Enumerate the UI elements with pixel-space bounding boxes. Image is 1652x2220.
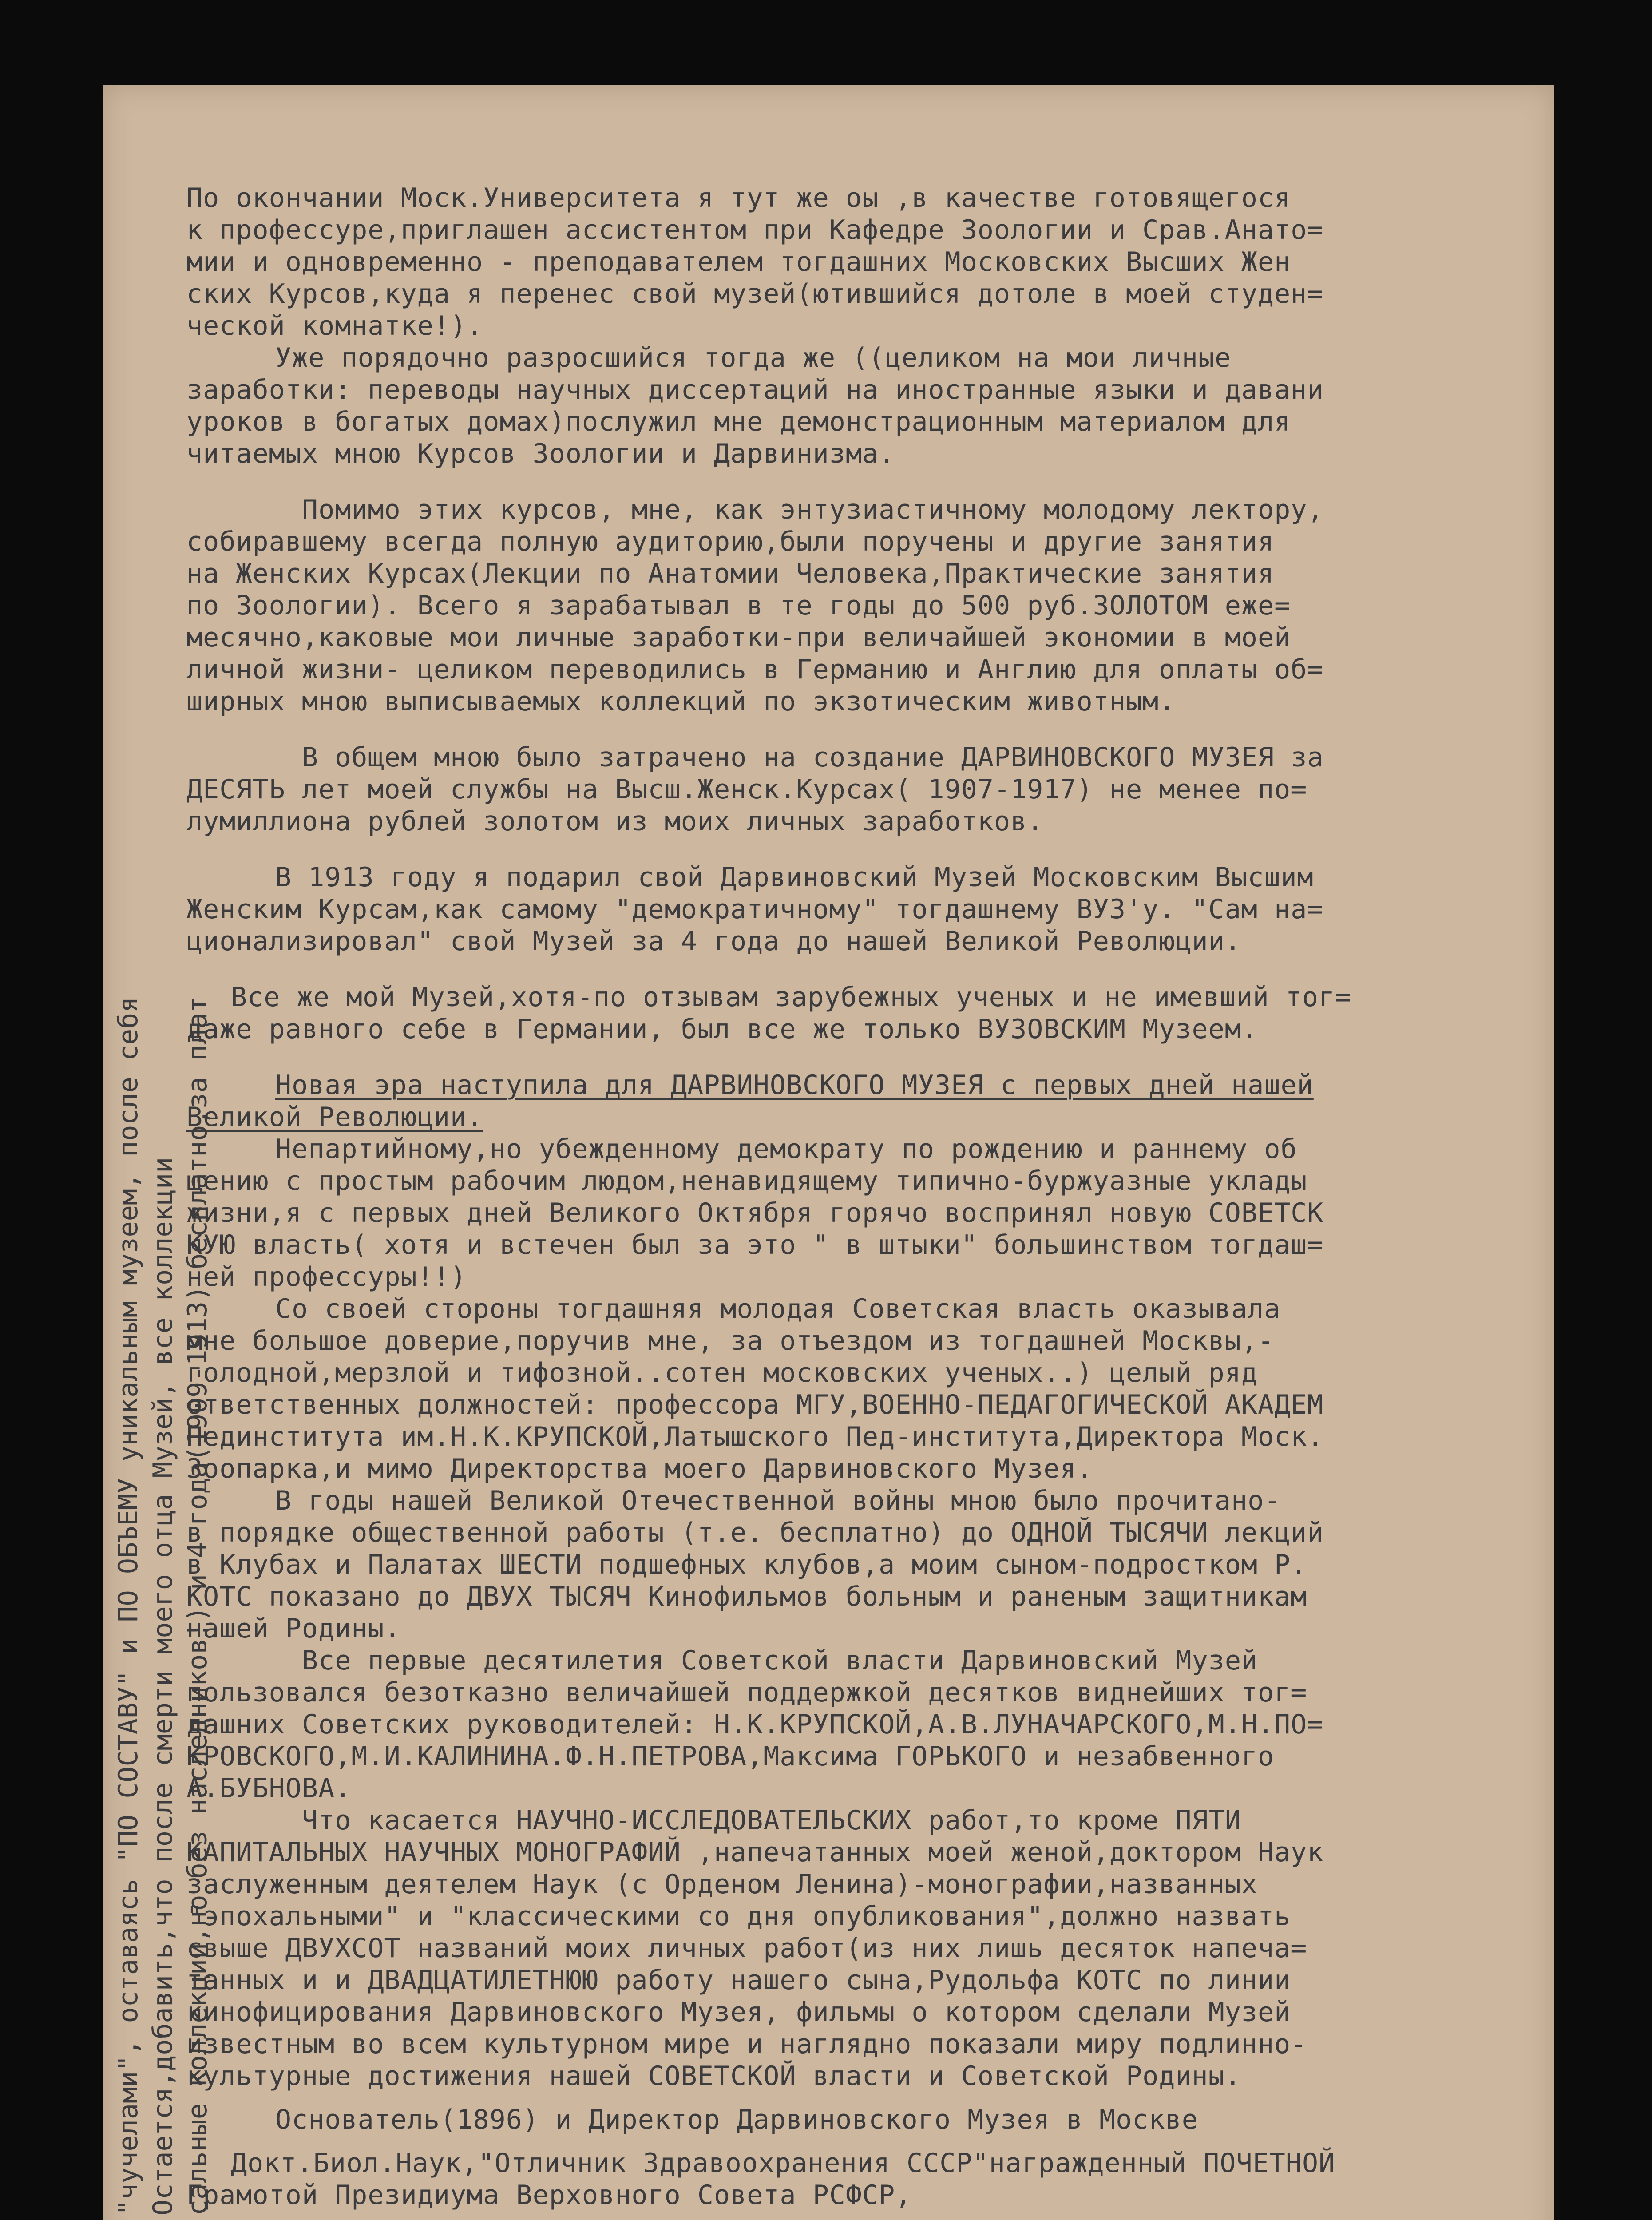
text-line: Что касается НАУЧНО-ИССЛЕДОВАТЕЛЬСКИХ работ,то кроме ПЯТИ	[302, 1805, 1242, 1836]
text-line: А.БУБНОВА.	[186, 1773, 352, 1804]
text-line: нашей Родины.	[186, 1613, 401, 1644]
text-line: Зоопарка,и мимо Директорства моего Дарвиновского Музея.	[186, 1453, 1093, 1484]
text-line: Пединститута им.Н.К.КРУПСКОЙ,Латышского Пед-института,Директора Моск.	[186, 1421, 1324, 1452]
text-line: Женским Курсам,как самому "демократичному" тогдашнему ВУЗ'у. "Сам на=	[186, 894, 1324, 925]
text-line: к профессуре,приглашен ассистентом при Кафедре Зоологии и Срав.Анато=	[186, 214, 1324, 246]
text-line: лумиллиона рублей золотом из моих личных заработков.	[186, 806, 1044, 837]
text-line: в Клубах и Палатах ШЕСТИ подшефных клубов,а моим сыном-подростком Р.	[186, 1549, 1307, 1580]
text-line: Уже порядочно разросшийся тогда же ((целиком на мои личные	[275, 342, 1232, 373]
text-line: по Зоологии). Всего я зарабатывал в те годы до 500 руб.ЗОЛОТОМ еже=	[186, 590, 1291, 621]
text-line: Все первые десятилетия Советской власти Дарвиновский Музей	[302, 1645, 1258, 1676]
text-line: Со своей стороны тогдашняя молодая Советская власть оказывала	[275, 1293, 1281, 1324]
text-line: танных и и ДВАДЦАТИЛЕТНЮЮ работу нашего сына,Рудольфа КОТС по линии	[186, 1965, 1291, 1996]
text-line: личной жизни- целиком переводились в Германию и Англию для оплаты об=	[186, 654, 1324, 685]
text-line: месячно,каковые мои личные заработки-при величайшей экономии в моей	[186, 622, 1291, 653]
margin-line: сальные коллекции,но без наследников!) и 4 года(1909-1913) бесплатно,за плат	[182, 996, 213, 2216]
text-line: щению с простым рабочим людом,ненавидящему типично-буржуазные уклады	[186, 1166, 1307, 1197]
text-line: Помимо этих курсов, мне, как энтузиастичному молодому лектору,	[302, 494, 1324, 525]
typed-letter-body	[186, 182, 1554, 2211]
text-line: известным во всем культурном мире и наглядно показали миру подлинно-	[186, 2029, 1307, 2060]
text-line: В годы нашей Великой Отечественной войны мною было прочитано-	[275, 1485, 1281, 1516]
text-line: даже равного себе в Германии, был все же только ВУЗОВСКИМ Музеем.	[186, 1014, 1258, 1045]
text-line: ческой комнатке!).	[186, 310, 483, 341]
text-line: мии и одновременно - преподавателем тогдашних Московских Высших Жен	[186, 246, 1291, 278]
text-line: ских Курсов,куда я перенес свой музей(ютившийся дотоле в моей студен=	[186, 278, 1324, 309]
margin-line: "чучелами", оставаясь "ПО СОСТАВУ" и ПО ОБЪЕМУ уникальным музеем, после себя	[113, 996, 144, 2216]
text-line: читаемых мною Курсов Зоологии и Дарвинизма.	[186, 438, 895, 469]
text-line: жизни,я с первых дней Великого Октября горячо воспринял новую СОВЕТСК	[186, 1197, 1324, 1229]
text-line: По окончании Моск.Университета я тут же оы ,в качестве готовящегося	[186, 182, 1291, 214]
text-line: заработки: переводы научных диссертаций на иностранные языки и давани	[186, 374, 1324, 405]
text-line: собиравшему всегда полную аудиторию,были поручены и другие занятия	[186, 526, 1275, 557]
text-line: культурные достижения нашей СОВЕТСКОЙ власти и Советской Родины.	[186, 2061, 1241, 2092]
section-heading: Великой Революции.	[186, 1102, 483, 1133]
section-heading: Новая эра наступила для ДАРВИНОВСКОГО МУЗЕЯ с первых дней нашей	[275, 1070, 1314, 1101]
text-line: ширных мною выписываемых коллекций по экзотическим животным.	[186, 686, 1176, 717]
text-line: голодной,мерзлой и тифозной..сотен московских ученых..) целый ряд	[186, 1357, 1258, 1388]
text-line: на Женских Курсах(Лекции по Анатомии Человека,Практические занятия	[186, 558, 1275, 589]
text-line: КРОВСКОГО,М.И.КАЛИНИНА.Ф.Н.ПЕТРОВА,Максима ГОРЬКОГО и незабвенного	[186, 1741, 1275, 1772]
text-line: В общем мною было затрачено на создание ДАРВИНОВСКОГО МУЗЕЯ за	[302, 742, 1324, 773]
text-line: свыше ДВУХСОТ названий моих личных работ(из них лишь десяток напеча=	[186, 1933, 1307, 1964]
text-line: Непартийному,но убежденному демократу по рождению и раннему об	[275, 1134, 1297, 1165]
signature-line: Докт.Биол.Наук,"Отличник Здравоохранения СССР"награжденный ПОЧЕТНОЙ	[231, 2148, 1335, 2179]
text-line: ционализировал" свой Музей за 4 года до нашей Великой Революции.	[186, 926, 1241, 957]
margin-line: Остается,добавить,что после смерти моего отца Музей, все коллекции	[147, 1157, 178, 2216]
text-line: ДЕСЯТЬ лет моей службы на Высш.Женск.Курсах( 1907-1917) не менее по=	[186, 774, 1307, 805]
signature-line: Грамотой Президиума Верховного Совета РСФСР,	[186, 2180, 912, 2211]
text-line: КОТС показано до ДВУХ ТЫСЯЧ Кинофильмов больным и раненым защитникам	[186, 1581, 1307, 1612]
text-line: заслуженным деятелем Наук (с Орденом Ленина)-монографии,названных	[186, 1869, 1258, 1900]
text-line: Все же мой Музей,хотя-по отзывам зарубежных ученых и не имевший тог=	[231, 982, 1352, 1013]
text-line: КУЮ власть( хотя и встечен был за это " в штыки" большинством тогдаш=	[186, 1229, 1324, 1261]
text-line: "эпохальными" и "классическими со дня опубликования",должно назвать	[186, 1901, 1291, 1932]
text-line: уроков в богатых домах)послужил мне демонстрационным материалом для	[186, 406, 1291, 437]
text-line: кинофицирования Дарвиновского Музея, фильмы о котором сделали Музей	[186, 1997, 1291, 2028]
text-line: мне большое доверие,поручив мне, за отъездом из тогдашней Москвы,-	[186, 1325, 1275, 1356]
text-line: в порядке общественной работы (т.е. бесплатно) до ОДНОЙ ТЫСЯЧИ лекций	[186, 1517, 1324, 1548]
text-line: пользовался безотказно величайшей поддержкой десятков виднейших тог=	[186, 1677, 1307, 1708]
text-line: В 1913 году я подарил свой Дарвиновский Музей Московским Высшим	[275, 862, 1314, 893]
signature-line: Основатель(1896) и Директор Дарвиновского Музея в Москве	[275, 2104, 1198, 2135]
text-line: ответственных должностей: профессора МГУ,ВОЕННО-ПЕДАГОГИЧЕСКОЙ АКАДЕМ	[186, 1389, 1324, 1420]
text-line: ней профессуры!!)	[186, 1261, 467, 1292]
text-line: КАПИТАЛЬНЫХ НАУЧНЫХ МОНОГРАФИЙ ,напечатанных моей женой,доктором Наук	[186, 1837, 1324, 1868]
text-line: дашних Советских руководителей: Н.К.КРУПСКОЙ,А.В.ЛУНАЧАРСКОГО,М.Н.ПО=	[186, 1709, 1324, 1740]
